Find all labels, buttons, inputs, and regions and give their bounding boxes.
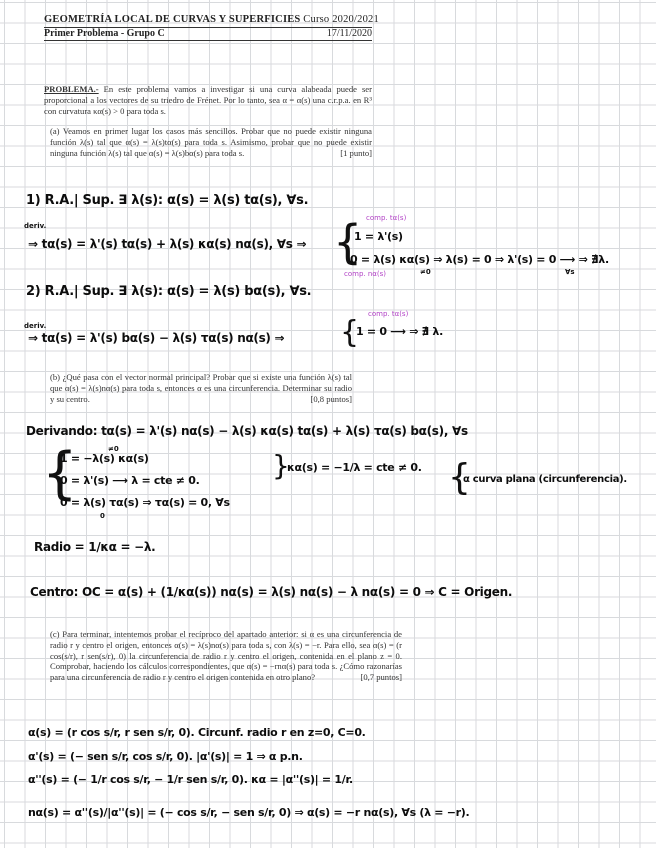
hw-c2: α'(s) = (− sen s/r, cos s/r, 0). |α'(s)| = 1 ⇒ α p.n. (28, 750, 303, 763)
hw-b-centro: Centro: OC = α(s) + (1/κα(s)) nα(s) = λ(s) nα(s) − λ nα(s) = 0 ⇒ C = Origen. (30, 585, 513, 599)
part-c-points: [0,7 puntos] (360, 672, 402, 683)
hw-a1-assumption: 1) R.A.| Sup. ∃ λ(s): α(s) = λ(s) tα(s), ∀s. (26, 193, 309, 208)
problem-label: PROBLEMA.- (44, 84, 99, 94)
hw-derivo-1: deriv. (24, 222, 47, 230)
hw-b-conclusion: α curva plana (circunferencia). (463, 474, 627, 485)
hw-a1-brace: { (333, 215, 363, 269)
hw-c4: nα(s) = α''(s)/|α''(s)| = (− cos s/r, − sen s/r, 0) ⇒ α(s) = −r nα(s), ∀s (λ = −r). (28, 806, 470, 819)
hw-b-ne0: ≠0 (108, 445, 119, 453)
part-b-points: [0,8 puntos] (310, 393, 352, 404)
part-c-text: (c) Para terminar, intentemos probar el recíproco del apartado anterior: si α es una circunferencia de radio r y centro el origen, entonces α(s) = λ(s)nα(s) para toda s, con λ(s) = −r. Para ello, sea α(s) = (r cos(s/r), r sen(s/r), 0) la circunferencia de radio r y centro el origen, contenida en el plano z = 0. Comprobar, haciendo los cálculos correspondientes, que α(s) = −rnα(s) para toda s. ¿Cómo razonarías para una circunferencia de radio r y centro el origen contenida en otro plano? (50, 629, 402, 683)
hw-a1-note-bot: comp. nα(s) (344, 270, 387, 278)
course-label: Curso 2020/2021 (303, 14, 379, 25)
document-subtitle: Primer Problema - Grupo C (44, 28, 165, 39)
hw-a2-line2: ⇒ tα(s) = λ'(s) bα(s) − λ(s) τα(s) nα(s) ⇒ (28, 331, 285, 345)
hw-b-kappa: κα(s) = −1/λ = cte ≠ 0. (287, 461, 422, 474)
part-a-text: (a) Veamos en primer lugar los casos más sencillos. Probar que no puede existir ninguna función λ(s) tal que α(s) = λ(s)tα(s) para toda s. Asimismo, probar que no puede existir ninguna función λ(s) tal que α(s) = λ(s)bα(s) para toda s. (50, 126, 372, 158)
problem-statement (44, 84, 372, 116)
hw-a2-sys: 1 = 0 ⟶ ⇒ ∄ λ. (356, 325, 443, 338)
problem-text: En este problema vamos a investigar si una curva alabeada puede ser proporcional a los vectores de su triedro de Frénet. Por lo tanto, sea α = α(s) una c.r.p.a. en R³ con curvatura κα(s) > 0 para toda s. (44, 84, 372, 116)
hw-b-derivando: Derivando: tα(s) = λ'(s) nα(s) − λ(s) κα(s) tα(s) + λ(s) τα(s) bα(s), ∀s (26, 424, 468, 438)
header-rule-bottom (44, 40, 372, 41)
hw-a2-assumption: 2) R.A.| Sup. ∃ λ(s): α(s) = λ(s) bα(s), ∀s. (26, 284, 312, 299)
hw-a2-note: comp. tα(s) (368, 310, 409, 318)
document-title (44, 14, 379, 25)
hw-c1: α(s) = (r cos s/r, r sen s/r, 0). Circunf. radio r en z=0, C=0. (28, 726, 366, 739)
part-a-points: [1 punto] (340, 147, 372, 158)
hw-b-kappa-brace: } (272, 449, 290, 482)
document-date: 17/11/2020 (326, 28, 372, 39)
hw-a1-line2: ⇒ tα(s) = λ'(s) tα(s) + λ(s) κα(s) nα(s), ∀s ⇒ (28, 237, 307, 251)
hw-a1-sys2: 0 = λ(s) κα(s) ⇒ λ(s) = 0 ⇒ λ'(s) = 0 ⟶ ⇒ ∄λ. (350, 253, 609, 266)
hw-a1-note-top: comp. tα(s) (366, 214, 407, 222)
part-c-statement (50, 629, 402, 683)
hw-a2-brace: { (340, 315, 360, 350)
title-text: GEOMETRÍA LOCAL DE CURVAS Y SUPERFICIES (44, 14, 301, 25)
hw-derivo-2: deriv. (24, 322, 47, 330)
hw-b-brace: { (42, 441, 78, 506)
hw-b-zero: 0 (100, 512, 105, 520)
hw-b-radio: Radio = 1/κα = −λ. (34, 540, 156, 554)
hw-b-sys2: 0 = λ'(s) ⟶ λ = cte ≠ 0. (60, 474, 200, 487)
part-a-statement (50, 126, 372, 158)
hw-a1-sys1: 1 = λ'(s) (354, 230, 403, 243)
part-b-text: (b) ¿Qué pasa con el vector normal principal? Probar que si existe una función λ(s) tal que α(s) = λ(s)nα(s) para toda s, entonces α es una circunferencia. Determinar su radio y su centro. (50, 372, 352, 404)
hw-a1-ne0: ≠0 (420, 268, 431, 276)
hw-b-concl-brace: { (448, 457, 471, 498)
hw-b-sys1: 1 = −λ(s) κα(s) (60, 452, 149, 465)
hw-b-sys3: 0 = λ(s) τα(s) ⇒ τα(s) = 0, ∀s (60, 496, 230, 509)
hw-c3: α''(s) = (− 1/r cos s/r, − 1/r sen s/r, 0). κα = |α''(s)| = 1/r. (28, 773, 353, 786)
part-b-statement (50, 372, 352, 404)
hw-a1-vs: ∀s (565, 268, 575, 276)
